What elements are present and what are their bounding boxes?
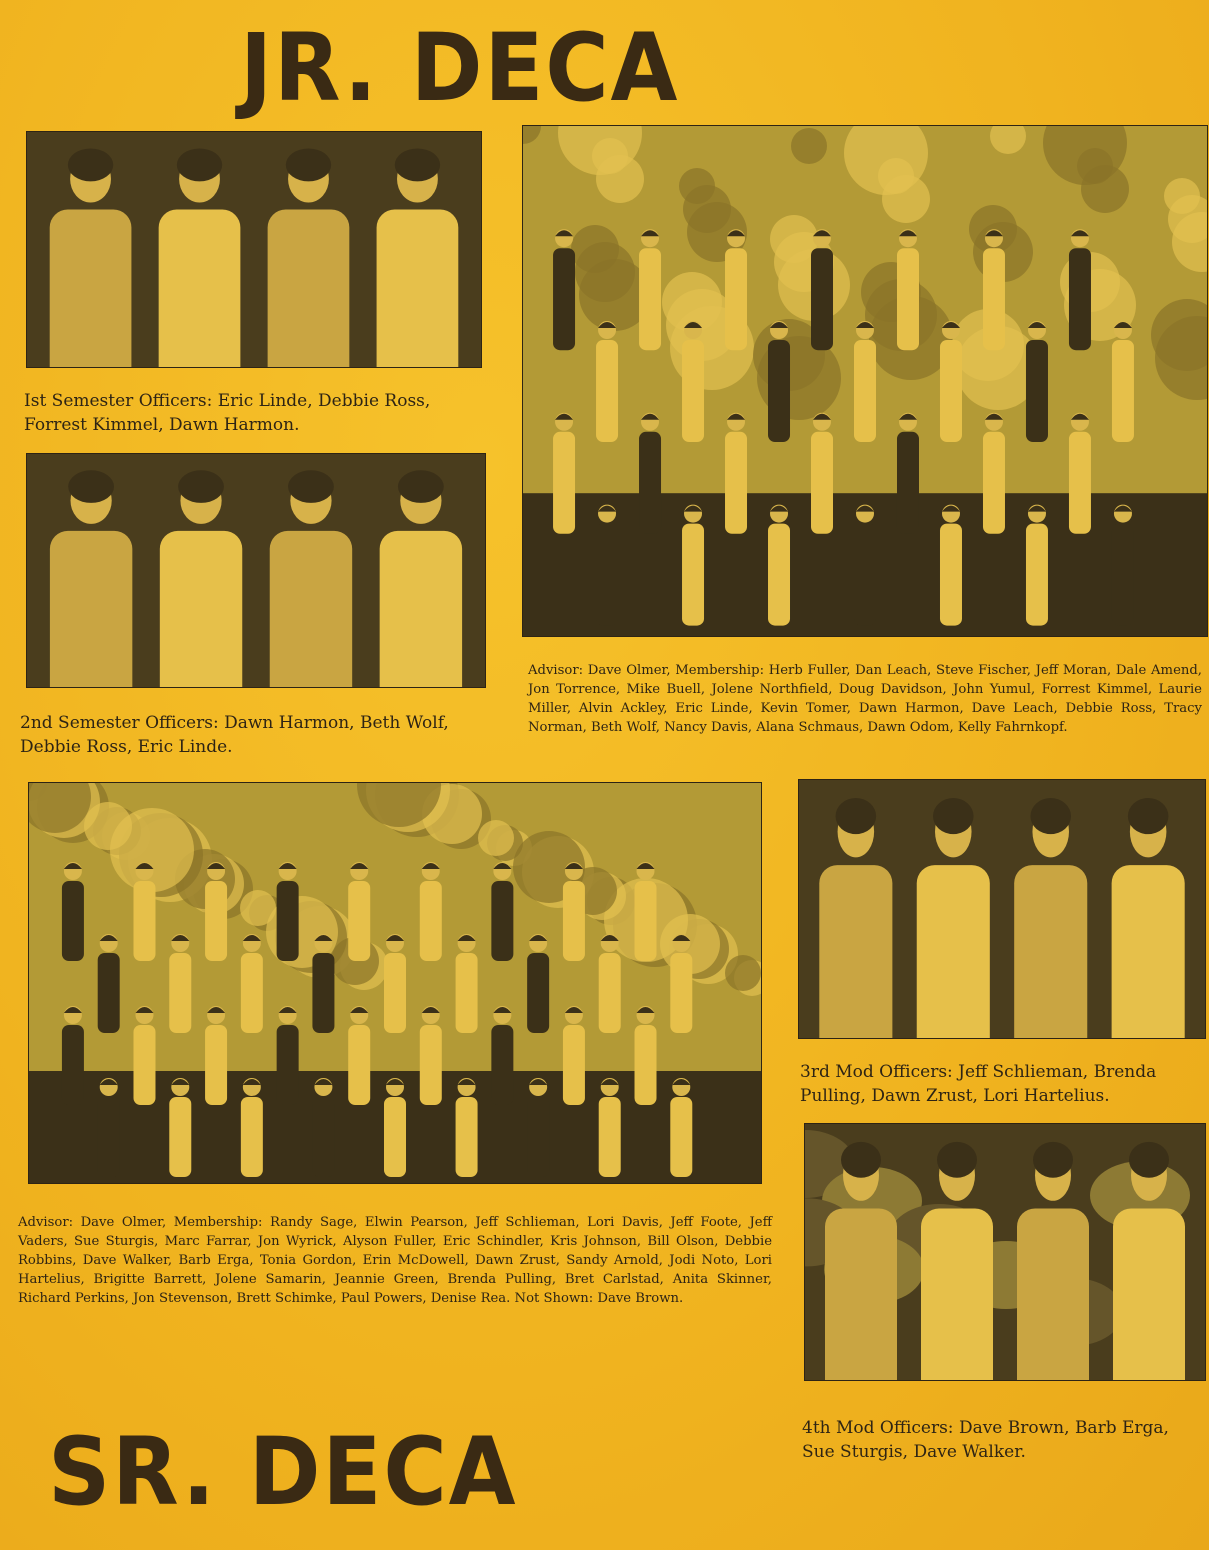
p1-image [27,132,481,367]
p3-image [523,126,1207,636]
jr-membership-group-photo [522,125,1208,637]
jr-first-semester-caption: Ist Semester Officers: Eric Linde, Debbie Ross, Forrest Kimmel, Dawn Harmon. [24,391,431,435]
jr-first-semester-officers-photo [26,131,482,368]
p5-image [799,780,1205,1038]
jr-deca-heading: JR. DECA [240,14,680,123]
p4-image [29,783,761,1183]
p2-image [27,454,485,687]
jr-membership-caption: Advisor: Dave Olmer, Membership: Herb Fuller, Dan Leach, Steve Fischer, Jeff Moran, Dale Amend, Jon Torrence, Mike Buell, Jolene Northfield, Doug Davidson, John Yumul, Forrest Kimmel, Laurie Miller, Alvin Ackley, Eric Linde, Kevin Tomer, Dawn Harmon, Dave Leach, Debbie Ross, Tracy Norman, Beth Wolf, Nancy Davis, Alana Schmaus, Dawn Odom, Kelly Fahrnkopf. [528,663,1202,735]
sr-deca-heading: SR. DECA [48,1418,518,1527]
jr-second-semester-caption: 2nd Semester Officers: Dawn Harmon, Beth Wolf, Debbie Ross, Eric Linde. [20,713,449,757]
sr-fourth-mod-officers-photo [804,1123,1206,1381]
sr-membership-caption: Advisor: Dave Olmer, Membership: Randy Sage, Elwin Pearson, Jeff Schlieman, Lori Davis, Jeff Foote, Jeff Vaders, Sue Sturgis, Marc Farrar, Jon Wyrick, Alyson Fuller, Eric Schindler, Kris Johnson, Bill Olson, Debbie Robbins, Dave Walker, Barb Erga, Tonia Gordon, Erin McDowell, Dawn Zrust, Sandy Arnold, Jodi Noto, Lori Hartelius, Brigitte Barrett, Jolene Samarin, Jeannie Green, Brenda Pulling, Bret Carlstad, Anita Skinner, Richard Perkins, Jon Stevenson, Brett Schimke, Paul Powers, Denise Rea. Not Shown: Dave Brown. [18,1215,772,1306]
sr-third-mod-caption: 3rd Mod Officers: Jeff Schlieman, Brenda Pulling, Dawn Zrust, Lori Hartelius. [800,1062,1157,1106]
sr-fourth-mod-caption: 4th Mod Officers: Dave Brown, Barb Erga, Sue Sturgis, Dave Walker. [802,1418,1169,1462]
p6-image [805,1124,1205,1380]
sr-membership-group-photo [28,782,762,1184]
sr-third-mod-officers-photo [798,779,1206,1039]
jr-second-semester-officers-photo [26,453,486,688]
